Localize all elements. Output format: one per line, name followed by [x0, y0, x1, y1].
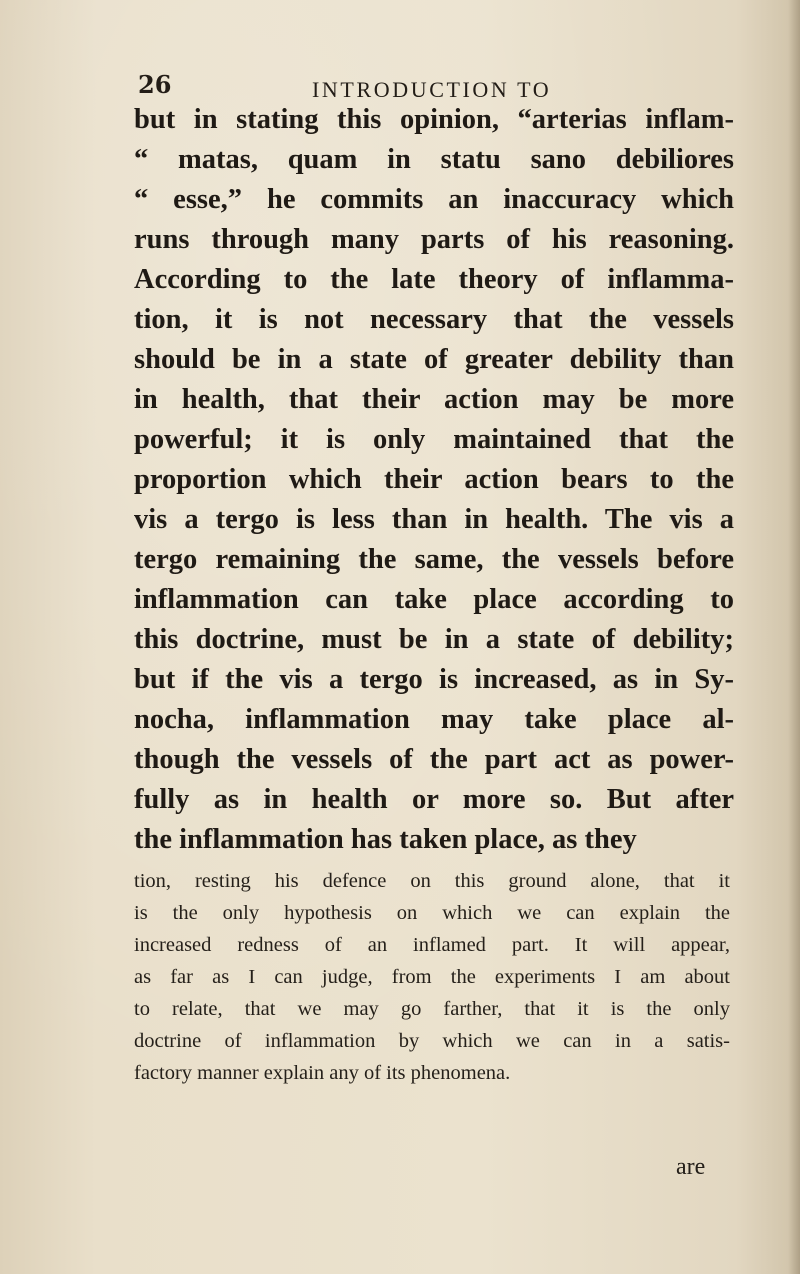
footnote [134, 865, 730, 1089]
text-line: inflammation can take place according to [134, 584, 734, 615]
footnote-line: as far as I can judge, from the experiments I am about [134, 966, 730, 988]
text-line: but in stating this opinion, “arterias inflam- [134, 104, 734, 135]
text-line: should be in a state of greater debility than [134, 344, 734, 375]
text-line: tergo remaining the same, the vessels before [134, 544, 734, 575]
text-line: vis a tergo is less than in health. The vis a [134, 504, 734, 535]
text-line: proportion which their action bears to the [134, 464, 734, 495]
text-line: fully as in health or more so. But after [134, 784, 734, 815]
main-text [134, 100, 734, 860]
text-line: powerful; it is only maintained that the [134, 424, 734, 455]
footnote-line: is the only hypothesis on which we can explain the [134, 902, 730, 924]
text-line: nocha, inflammation may take place al- [134, 704, 734, 735]
running-head: INTRODUCTION TO [312, 77, 552, 102]
footnote-line: factory manner explain any of its phenomena. [134, 1062, 511, 1084]
footnote-line: increased redness of an inflamed part. It will appear, [134, 934, 730, 956]
catchword: are [676, 1154, 706, 1180]
text-line: the inflammation has taken place, as they [134, 824, 637, 855]
text-line: but if the vis a tergo is increased, as in Sy- [134, 664, 734, 695]
footnote-line: doctrine of inflammation by which we can in a satis- [134, 1030, 730, 1052]
footnote-line: tion, resting his defence on this ground alone, that it [134, 870, 730, 892]
text-line: According to the late theory of inflamma- [134, 264, 734, 295]
text-line: though the vessels of the part act as power- [134, 744, 734, 775]
page-number: 26 [138, 70, 172, 99]
text-line: in health, that their action may be more [134, 384, 734, 415]
text-line: “ esse,” he commits an inaccuracy which [134, 184, 734, 215]
page-edge-shadow [788, 0, 800, 1274]
text-line: this doctrine, must be in a state of debility; [134, 624, 734, 655]
footnote-line: to relate, that we may go farther, that it is the only [134, 998, 730, 1020]
text-line: runs through many parts of his reasoning. [134, 224, 734, 255]
text-line: tion, it is not necessary that the vessels [134, 304, 734, 335]
text-line: “ matas, quam in statu sano debiliores [134, 144, 734, 175]
